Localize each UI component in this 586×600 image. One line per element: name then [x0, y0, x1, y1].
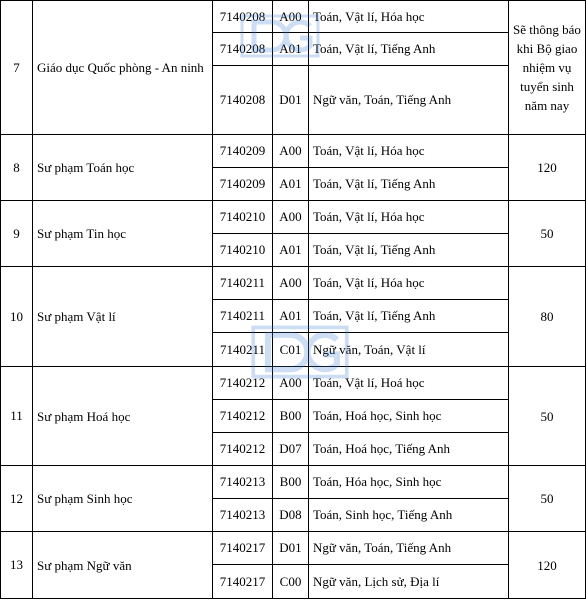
- subject-list: Toán, Vật lí, Hóa học: [309, 135, 509, 168]
- program-code: 7140208: [213, 1, 273, 33]
- subject-list: Toán, Vật lí, Tiếng Anh: [309, 234, 509, 267]
- subject-combination-code: A01: [273, 168, 309, 201]
- program-name: Sư phạm Ngữ văn: [33, 532, 213, 599]
- subject-list: Toán, Vật lí, Tiếng Anh: [309, 300, 509, 333]
- program-name: Giáo dục Quốc phòng - An ninh: [33, 1, 213, 135]
- program-code: 7140210: [213, 201, 273, 234]
- table-row: [1, 367, 586, 400]
- subject-list: Ngữ văn, Lịch sử, Địa lí: [309, 565, 509, 599]
- subject-combination-code: D01: [273, 532, 309, 565]
- program-code: 7140209: [213, 135, 273, 168]
- table-row: [1, 201, 586, 234]
- subject-combination-code: A01: [273, 234, 309, 267]
- program-name: Sư phạm Toán học: [33, 135, 213, 201]
- program-code: 7140209: [213, 168, 273, 201]
- admission-quota: 120: [509, 532, 586, 599]
- program-name: Sư phạm Vật lí: [33, 267, 213, 367]
- subject-combination-code: A00: [273, 1, 309, 33]
- subject-combination-code: A00: [273, 135, 309, 168]
- table-row: [1, 1, 586, 33]
- table-row: [1, 135, 586, 168]
- program-code: 7140212: [213, 433, 273, 466]
- subject-list: Ngữ văn, Toán, Tiếng Anh: [309, 532, 509, 565]
- row-number: 11: [1, 367, 33, 466]
- admission-quota: 50: [509, 466, 586, 532]
- subject-list: Toán, Vật lí, Hóa học: [309, 267, 509, 300]
- admission-quota: 50: [509, 201, 586, 267]
- program-name: Sư phạm Hoá học: [33, 367, 213, 466]
- row-number: 7: [1, 1, 33, 135]
- subject-list: Toán, Vật lí, Hóa học: [309, 1, 509, 33]
- subject-combination-code: D07: [273, 433, 309, 466]
- table-body: [1, 1, 586, 599]
- admission-quota: Sẽ thông báo khi Bộ giao nhiệm vụ tuyển sinh năm nay: [509, 1, 586, 135]
- subject-combination-code: B00: [273, 466, 309, 499]
- program-code: 7140210: [213, 234, 273, 267]
- program-name: Sư phạm Sinh học: [33, 466, 213, 532]
- subject-combination-code: A01: [273, 300, 309, 333]
- subject-combination-code: A00: [273, 267, 309, 300]
- program-code: 7140217: [213, 565, 273, 599]
- program-code: 7140208: [213, 66, 273, 135]
- table-row: [1, 466, 586, 499]
- subject-list: Toán, Sinh học, Tiếng Anh: [309, 499, 509, 532]
- row-number: 9: [1, 201, 33, 267]
- admission-quota: 80: [509, 267, 586, 367]
- subject-combination-code: C01: [273, 333, 309, 367]
- subject-list: Toán, Hoá học, Sinh học: [309, 400, 509, 433]
- subject-combination-code: D01: [273, 66, 309, 135]
- program-code: 7140208: [213, 33, 273, 66]
- row-number: 10: [1, 267, 33, 367]
- subject-list: Toán, Hoá học, Tiếng Anh: [309, 433, 509, 466]
- subject-combination-code: A01: [273, 33, 309, 66]
- program-code: 7140213: [213, 499, 273, 532]
- program-code: 7140211: [213, 333, 273, 367]
- program-code: 7140212: [213, 400, 273, 433]
- program-code: 7140211: [213, 300, 273, 333]
- subject-combination-code: A00: [273, 367, 309, 400]
- program-code: 7140217: [213, 532, 273, 565]
- table-row: [1, 532, 586, 565]
- program-code: 7140212: [213, 367, 273, 400]
- admission-quota: 50: [509, 367, 586, 466]
- row-number: 8: [1, 135, 33, 201]
- subject-combination-code: A00: [273, 201, 309, 234]
- subject-list: Toán, Vật lí, Hóa học: [309, 201, 509, 234]
- program-code: 7140213: [213, 466, 273, 499]
- subject-list: Ngữ văn, Toán, Vật lí: [309, 333, 509, 367]
- table-row: [1, 267, 586, 300]
- program-name: Sư phạm Tin học: [33, 201, 213, 267]
- subject-list: Toán, Vật lí, Tiếng Anh: [309, 33, 509, 66]
- program-code: 7140211: [213, 267, 273, 300]
- subject-list: Toán, Hóa học, Sinh học: [309, 466, 509, 499]
- subject-list: Toán, Vật lí, Hoá học: [309, 367, 509, 400]
- admission-quota: 120: [509, 135, 586, 201]
- subject-list: Ngữ văn, Toán, Tiếng Anh: [309, 66, 509, 135]
- row-number: 13: [1, 532, 33, 599]
- subject-list: Toán, Vật lí, Tiếng Anh: [309, 168, 509, 201]
- row-number: 12: [1, 466, 33, 532]
- subject-combination-code: B00: [273, 400, 309, 433]
- subject-combination-code: D08: [273, 499, 309, 532]
- subject-combination-code: C00: [273, 565, 309, 599]
